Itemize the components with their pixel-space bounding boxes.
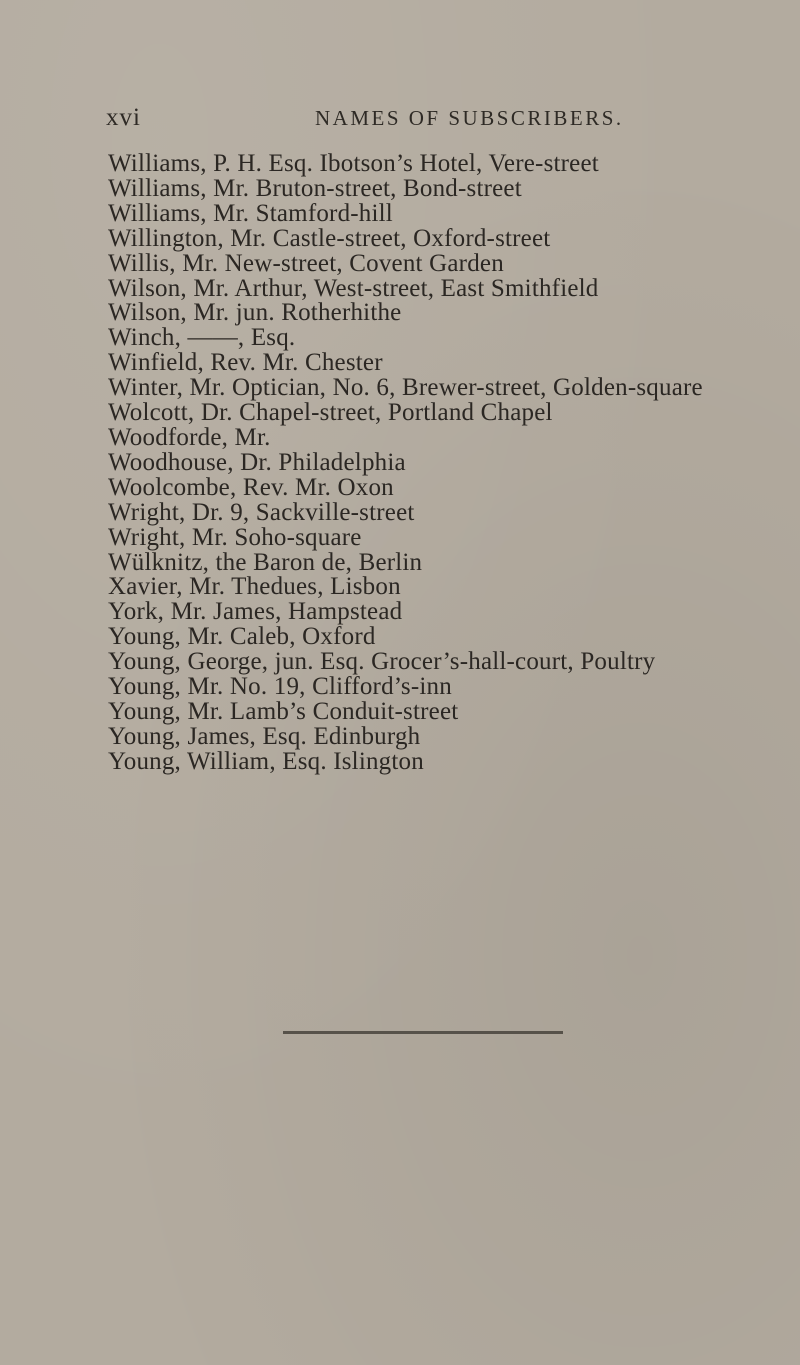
running-head: [0, 104, 800, 134]
subscriber-entry: Willis, Mr. New-street, Covent Garden: [108, 249, 504, 277]
subscriber-entry: Woodhouse, Dr. Philadelphia: [108, 448, 406, 476]
subscriber-entry: Young, Mr. Caleb, Oxford: [108, 623, 376, 651]
subscriber-entry: Wright, Dr. 9, Sackville-street: [108, 498, 415, 526]
subscriber-entry: Young, Mr. Lamb’s Conduit-street: [108, 697, 459, 725]
subscriber-entry: Young, William, Esq. Islington: [108, 747, 424, 775]
subscriber-entry: Williams, Mr. Bruton-street, Bond-street: [108, 174, 522, 202]
subscriber-entry: Wülknitz, the Baron de, Berlin: [108, 548, 423, 576]
subscriber-entry: Williams, P. H. Esq. Ibotson’s Hotel, Vere-street: [108, 150, 599, 177]
subscriber-entry: Young, James, Esq. Edinburgh: [108, 722, 421, 750]
subscriber-entry: Winch, ——, Esq.: [108, 324, 296, 352]
subscriber-entry: Williams, Mr. Stamford-hill: [108, 199, 393, 227]
subscriber-entry: York, Mr. James, Hampstead: [108, 598, 403, 626]
subscriber-entry: Xavier, Mr. Thedues, Lisbon: [108, 573, 401, 601]
subscriber-entry: Young, Mr. No. 19, Clifford’s-inn: [108, 673, 452, 701]
subscriber-entry: Wilson, Mr. jun. Rotherhithe: [108, 299, 402, 327]
subscriber-entry: Winfield, Rev. Mr. Chester: [108, 349, 383, 377]
subscriber-entry: Willington, Mr. Castle-street, Oxford-street: [108, 224, 551, 252]
subscriber-entry: Woolcombe, Rev. Mr. Oxon: [108, 473, 394, 501]
subscriber-entry: Wright, Mr. Soho-square: [108, 523, 362, 551]
subscriber-list: [108, 152, 798, 775]
subscriber-entry: Woodforde, Mr.: [108, 423, 271, 451]
subscriber-entry: Winter, Mr. Optician, No. 6, Brewer-street, Golden-square: [108, 374, 703, 402]
page-number: xvi: [106, 104, 141, 131]
subscriber-entry: Wilson, Mr. Arthur, West-street, East Smithfield: [108, 274, 599, 302]
running-title: NAMES OF SUBSCRIBERS.: [315, 106, 624, 130]
subscriber-entry: Wolcott, Dr. Chapel-street, Portland Chapel: [108, 399, 553, 427]
subscriber-entry: Young, George, jun. Esq. Grocer’s-hall-court, Poultry: [108, 648, 656, 676]
closing-rule: [283, 1031, 563, 1034]
